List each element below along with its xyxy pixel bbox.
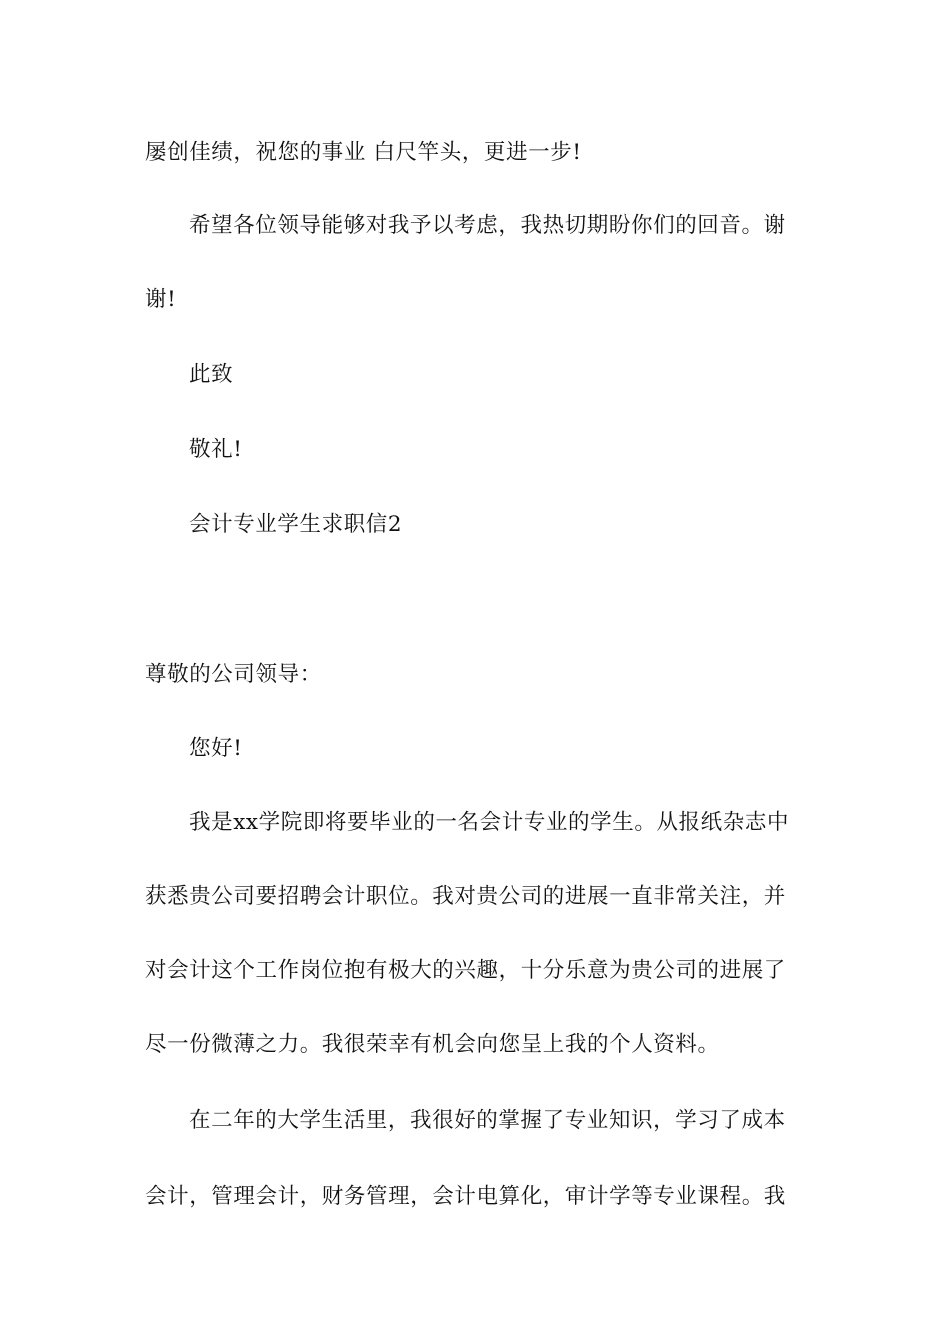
paragraph-line: 在二年的大学生活里，我很好的掌握了专业知识，学习了成本: [189, 1108, 786, 1133]
paragraph-line: 我是xx学院即将要毕业的一名会计专业的学生。从报纸杂志中: [189, 810, 790, 835]
closing-line: 敬礼!: [189, 437, 243, 462]
paragraph-line: 希望各位领导能够对我予以考虑，我热切期盼你们的回音。谢: [189, 213, 786, 238]
greeting: 您好!: [189, 736, 243, 761]
salutation: 尊敬的公司领导：: [145, 662, 322, 687]
paragraph-line: 会计，管理会计，财务管理，会计电算化，审计学等专业课程。我: [145, 1184, 786, 1209]
paragraph-line: 屡创佳绩，祝您的事业 白尺竿头，更进一步!: [145, 140, 582, 165]
paragraph-line: 谢!: [145, 287, 177, 312]
paragraph-line: 尽一份微薄之力。我很荣幸有机会向您呈上我的个人资料。: [145, 1032, 720, 1057]
paragraph-line: 对会计这个工作岗位抱有极大的兴趣，十分乐意为贵公司的进展了: [145, 958, 786, 983]
section-title: 会计专业学生求职信2: [189, 512, 403, 537]
closing-line: 此致: [189, 362, 234, 387]
paragraph-line: 获悉贵公司要招聘会计职位。我对贵公司的进展一直非常关注，并: [145, 884, 786, 909]
